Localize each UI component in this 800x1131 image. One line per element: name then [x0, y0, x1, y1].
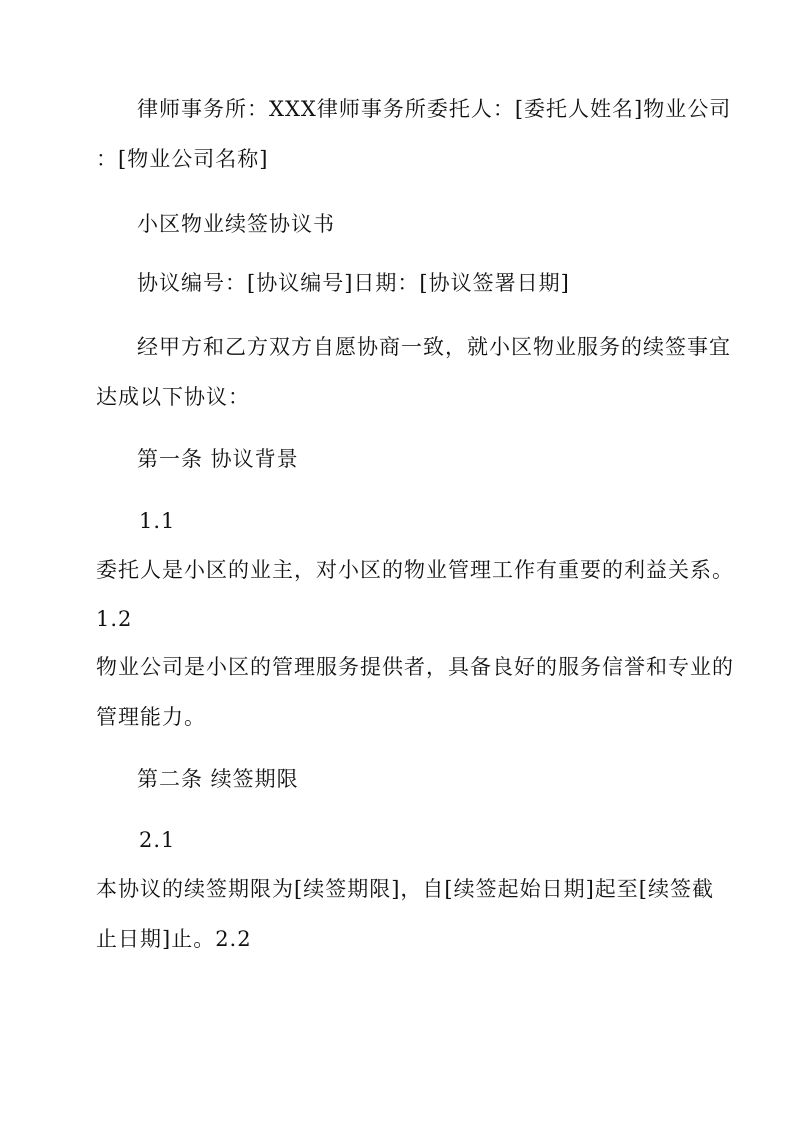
clause-number: 1.2	[96, 607, 133, 631]
preamble-paragraph-continued: 达成以下协议：	[96, 385, 250, 409]
clause-number: 1.1	[139, 509, 176, 533]
clause-text: 委托人是小区的业主，对小区的物业管理工作有重要的利益关系。	[96, 558, 734, 582]
parties-line-continued: ：[物业公司名称]	[96, 147, 269, 171]
article-two-heading: 第二条 续签期限	[137, 767, 299, 791]
clause-text-continued: 管理能力。	[96, 705, 206, 729]
clause-text-continued: 止日期]止。2.2	[96, 927, 252, 951]
parties-line: 律师事务所：XXX律师事务所委托人：[委托人姓名]物业公司	[137, 97, 732, 121]
preamble-paragraph: 经甲方和乙方双方自愿协商一致，就小区物业服务的续签事宜	[137, 335, 731, 359]
clause-text: 物业公司是小区的管理服务提供者，具备良好的服务信誉和专业的	[96, 655, 734, 679]
clause-text: 本协议的续签期限为[续签期限]，自[续签起始日期]起至[续签截	[96, 877, 714, 901]
agreement-number-date: 协议编号：[协议编号]日期：[协议签署日期]	[137, 271, 570, 295]
clause-number: 2.1	[139, 828, 176, 852]
article-one-heading: 第一条 协议背景	[137, 447, 299, 471]
document-title: 小区物业续签协议书	[137, 212, 335, 236]
